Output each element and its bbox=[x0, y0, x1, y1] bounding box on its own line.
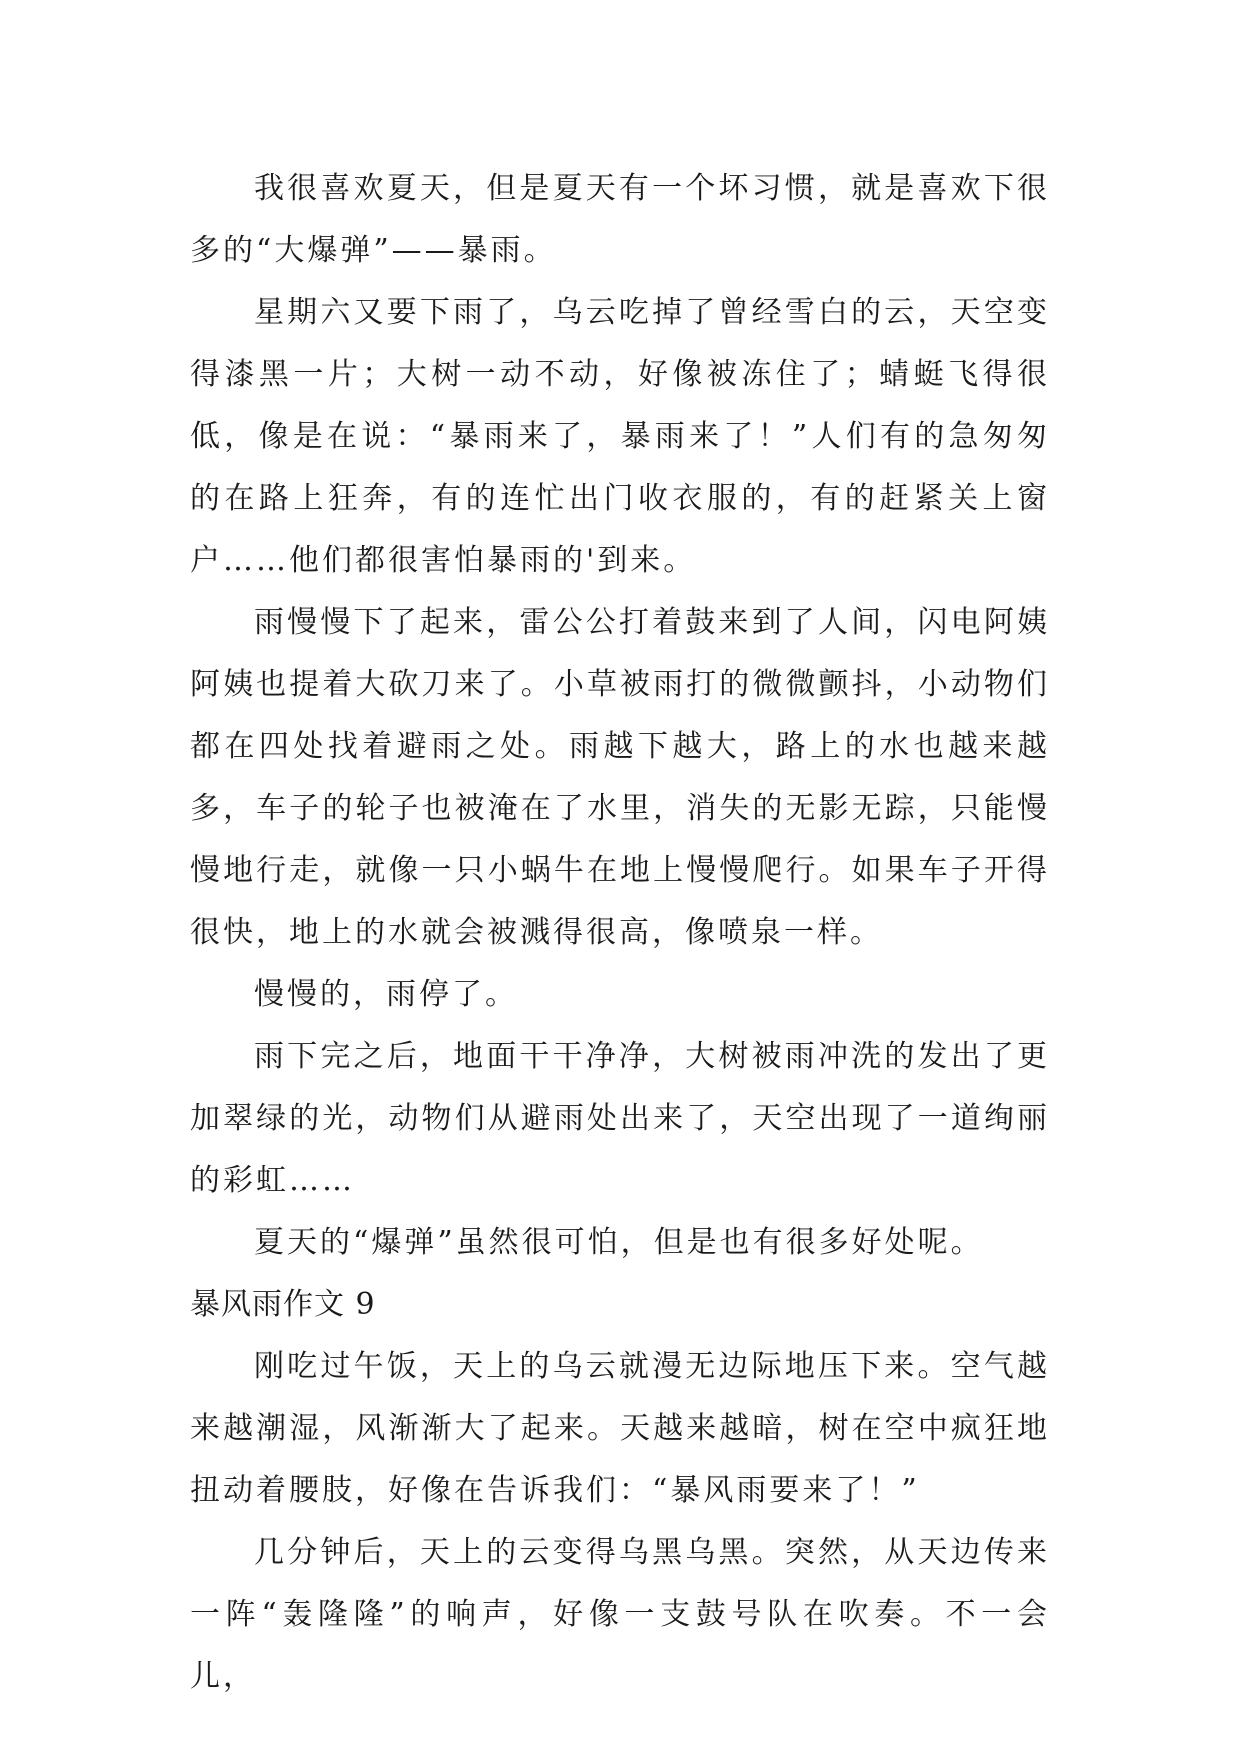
paragraph-5: 雨下完之后，地面干干净净，大树被雨冲洗的发出了更加翠绿的光，动物们从避雨处出来了，天空出现了一道绚丽的彩虹…… bbox=[190, 1039, 1050, 1198]
paragraph-2: 星期六又要下雨了，乌云吃掉了曾经雪白的云，天空变得漆黑一片；大树一动不动，好像被冻住了；蜻蜓飞得很低，像是在说：“暴雨来了，暴雨来了！”人们有的急匆匆的在路上狂奔，有的连忙出门收衣服的，有的赶紧关上窗户……他们都很害怕暴雨的'到来。 bbox=[190, 295, 1050, 578]
paragraph-6: 夏天的“爆弹”虽然很可怕，但是也有很多好处呢。 bbox=[254, 1225, 984, 1260]
paragraph-7: 刚吃过午饭，天上的乌云就漫无边际地压下来。空气越来越潮湿，风渐渐大了起来。天越来越暗，树在空中疯狂地扭动着腰肢，好像在告诉我们：“暴风雨要来了！” bbox=[190, 1349, 1050, 1508]
paragraph-8: 几分钟后，天上的云变得乌黑乌黑。突然，从天边传来一阵“轰隆隆”的响声，好像一支鼓号队在吹奏。不一会儿， bbox=[190, 1535, 1050, 1694]
paragraph-1: 我很喜欢夏天，但是夏天有一个坏习惯，就是喜欢下很多的“大爆弹”——暴雨。 bbox=[190, 171, 1050, 268]
paragraph-4: 慢慢的，雨停了。 bbox=[254, 977, 518, 1012]
document-body bbox=[190, 158, 1050, 1708]
paragraph-3: 雨慢慢下了起来，雷公公打着鼓来到了人间，闪电阿姨阿姨也提着大砍刀来了。小草被雨打的微微颤抖，小动物们都在四处找着避雨之处。雨越下越大，路上的水也越来越多，车子的轮子也被淹在了水里，消失的无影无踪，只能慢慢地行走，就像一只小蜗牛在地上慢慢爬行。如果车子开得很快，地上的水就会被溅得很高，像喷泉一样。 bbox=[190, 605, 1050, 950]
section-heading: 暴风雨作文 9 bbox=[190, 1287, 376, 1322]
